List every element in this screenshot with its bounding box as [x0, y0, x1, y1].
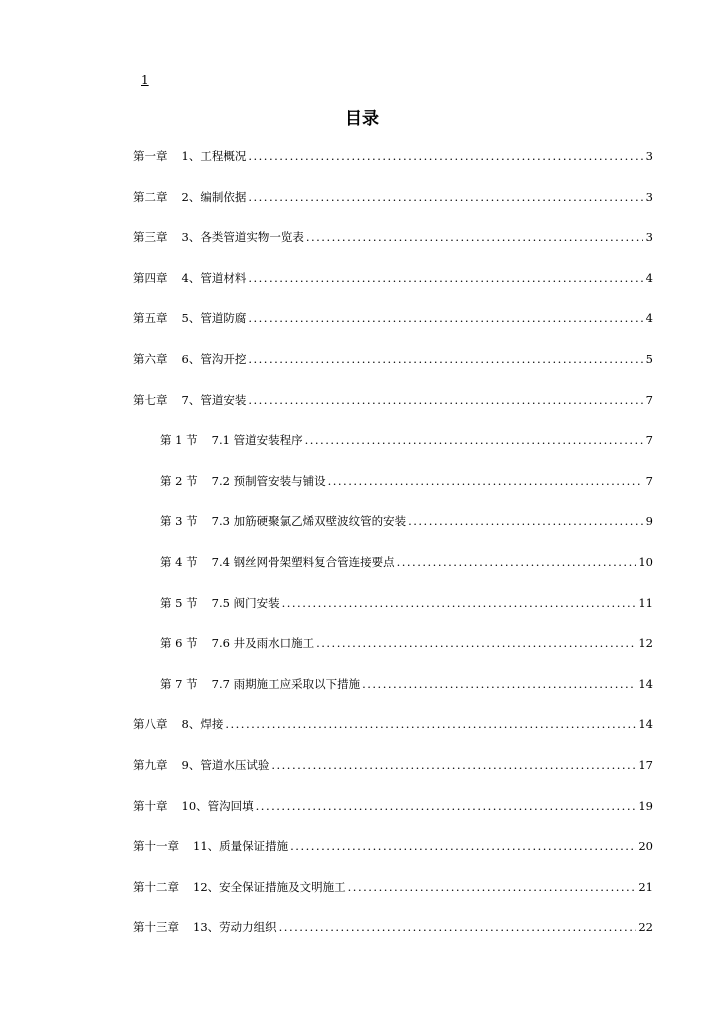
toc-leader-dots [348, 880, 637, 894]
toc-leader-dots [248, 190, 643, 204]
toc-entry-title: 13、劳动力组织 [193, 920, 277, 935]
toc-entry-title: 12、安全保证措施及文明施工 [193, 879, 346, 894]
toc-chapter-entry[interactable] [133, 919, 653, 960]
toc-chapter-entry[interactable] [133, 879, 653, 920]
toc-entry-title: 8、焊接 [181, 717, 224, 732]
toc-entry-title: 7.6 井及雨水口施工 [211, 636, 315, 651]
toc-leader-dots [256, 799, 637, 813]
toc-entry-label: 第 2 节 [160, 473, 198, 488]
toc-entry-label: 第八章 [133, 717, 168, 732]
toc-entry-title: 7.7 雨期施工应采取以下措施 [211, 676, 361, 691]
toc-leader-dots [248, 149, 643, 163]
toc-section-entry[interactable] [133, 432, 653, 473]
toc-entry-page: 7 [645, 473, 653, 488]
toc-entry-label: 第 5 节 [160, 595, 198, 610]
toc-entry-page: 4 [645, 311, 653, 326]
toc-section-entry[interactable] [133, 676, 653, 717]
toc-leader-dots [328, 474, 643, 488]
toc-entry-title: 5、管道防腐 [181, 311, 247, 326]
toc-entry-title: 7、管道安装 [181, 392, 247, 407]
toc-leader-dots [306, 230, 643, 244]
toc-entry-label: 第九章 [133, 757, 168, 772]
toc-chapter-entry[interactable] [133, 148, 653, 189]
toc-leader-dots [248, 271, 643, 285]
toc-entry-page: 4 [645, 270, 653, 285]
toc-entry-label: 第 6 节 [160, 636, 198, 651]
toc-entry-label: 第 1 节 [160, 433, 198, 448]
toc-section-entry[interactable] [133, 513, 653, 554]
toc-chapter-entry[interactable] [133, 310, 653, 351]
table-of-contents [133, 148, 653, 960]
toc-leader-dots [316, 636, 636, 650]
toc-entry-label: 第 7 节 [160, 676, 198, 691]
toc-section-entry[interactable] [133, 635, 653, 676]
toc-chapter-entry[interactable] [133, 838, 653, 879]
toc-entry-label: 第十二章 [133, 879, 179, 894]
toc-entry-page: 11 [638, 595, 653, 610]
toc-leader-dots [248, 393, 643, 407]
toc-entry-page: 9 [645, 514, 653, 529]
toc-entry-page: 21 [638, 879, 653, 894]
toc-entry-page: 22 [638, 920, 653, 935]
toc-chapter-entry[interactable] [133, 229, 653, 270]
toc-entry-title: 7.4 钢丝网骨架塑料复合管连接要点 [211, 554, 395, 569]
toc-entry-page: 14 [638, 717, 653, 732]
toc-section-entry[interactable] [133, 554, 653, 595]
toc-leader-dots [279, 920, 637, 934]
toc-leader-dots [248, 311, 643, 325]
toc-leader-dots [408, 514, 643, 528]
toc-entry-title: 7.2 预制管安装与铺设 [211, 473, 326, 488]
toc-chapter-entry[interactable] [133, 716, 653, 757]
toc-entry-label: 第一章 [133, 149, 168, 163]
toc-entry-title: 2、编制依据 [181, 189, 247, 204]
toc-entry-label: 第六章 [133, 351, 168, 366]
toc-entry-page: 3 [645, 189, 653, 204]
toc-entry-label: 第三章 [133, 230, 168, 245]
toc-entry-title: 1、工程概况 [181, 149, 247, 163]
document-title: 目录 [345, 109, 379, 129]
toc-entry-title: 9、管道水压试验 [181, 757, 270, 772]
toc-chapter-entry[interactable] [133, 757, 653, 798]
toc-chapter-entry[interactable] [133, 351, 653, 392]
toc-entry-title: 7.5 阀门安装 [211, 595, 280, 610]
toc-entry-label: 第 4 节 [160, 554, 198, 569]
toc-entry-page: 14 [638, 676, 653, 691]
toc-entry-label: 第七章 [133, 392, 168, 407]
toc-entry-label: 第 3 节 [160, 514, 198, 529]
toc-entry-page: 12 [638, 636, 653, 651]
toc-leader-dots [305, 433, 643, 447]
page-number: 1 [141, 73, 149, 87]
toc-leader-dots [248, 352, 643, 366]
toc-entry-title: 10、管沟回填 [181, 798, 254, 813]
toc-entry-page: 5 [645, 351, 653, 366]
toc-entry-label: 第四章 [133, 270, 168, 285]
toc-entry-label: 第十章 [133, 798, 168, 813]
toc-section-entry[interactable] [133, 595, 653, 636]
toc-leader-dots [362, 677, 636, 691]
toc-leader-dots [282, 596, 637, 610]
toc-chapter-entry[interactable] [133, 270, 653, 311]
toc-chapter-entry[interactable] [133, 798, 653, 839]
toc-entry-title: 4、管道材料 [181, 270, 247, 285]
toc-entry-title: 3、各类管道实物一览表 [181, 230, 304, 245]
toc-leader-dots [225, 717, 636, 731]
toc-entry-label: 第十三章 [133, 920, 179, 935]
toc-entry-page: 17 [638, 757, 653, 772]
toc-leader-dots [397, 555, 637, 569]
toc-entry-page: 3 [645, 149, 653, 163]
toc-entry-title: 7.1 管道安装程序 [211, 433, 303, 448]
toc-entry-page: 7 [645, 392, 653, 407]
toc-leader-dots [290, 839, 636, 853]
toc-entry-label: 第五章 [133, 311, 168, 326]
toc-entry-page: 7 [645, 433, 653, 448]
toc-entry-page: 20 [638, 839, 653, 854]
toc-chapter-entry[interactable] [133, 392, 653, 433]
toc-entry-title: 6、管沟开挖 [181, 351, 247, 366]
toc-entry-label: 第二章 [133, 189, 168, 204]
toc-leader-dots [271, 758, 636, 772]
toc-entry-page: 3 [645, 230, 653, 245]
toc-entry-label: 第十一章 [133, 839, 179, 854]
toc-section-entry[interactable] [133, 473, 653, 514]
toc-chapter-entry[interactable] [133, 189, 653, 230]
toc-entry-page: 19 [638, 798, 653, 813]
toc-entry-title: 7.3 加筋硬聚氯乙烯双壁波纹管的安装 [211, 514, 407, 529]
toc-entry-title: 11、质量保证措施 [193, 839, 289, 854]
toc-entry-page: 10 [638, 554, 653, 569]
